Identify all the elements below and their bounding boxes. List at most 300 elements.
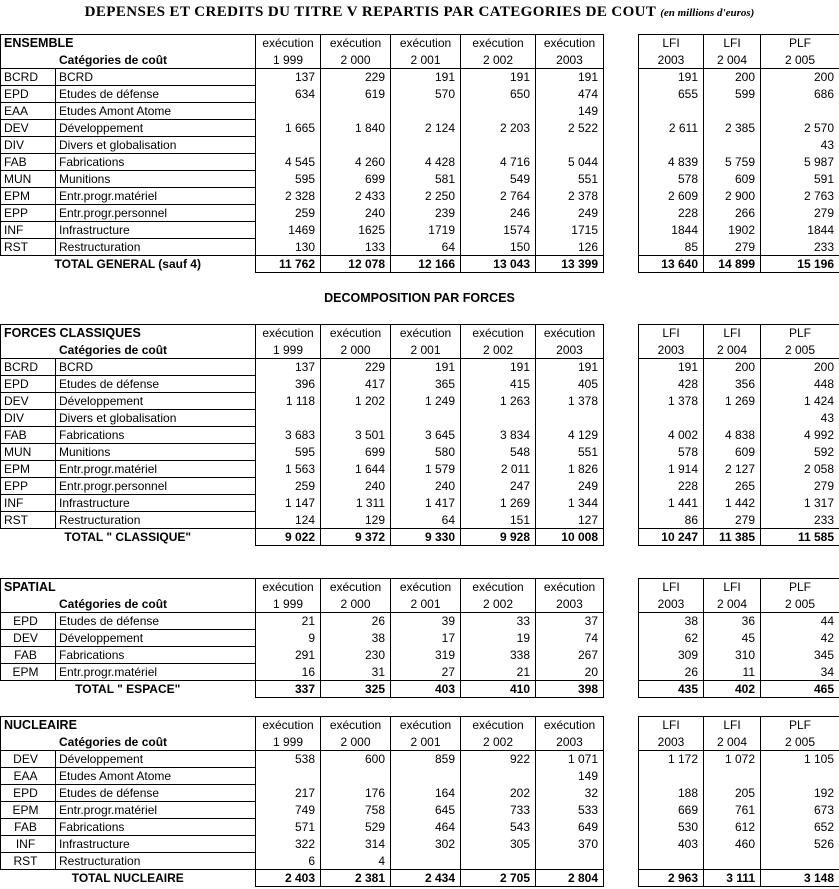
total-value-cell: 2 963 [639, 870, 704, 887]
exec-header-year: 2003 [536, 734, 604, 751]
value-cell: 266 [704, 205, 761, 222]
value-cell: 428 [639, 376, 704, 393]
value-cell: 650 [461, 86, 536, 103]
row-category: Développement [56, 751, 256, 768]
spacer-column [604, 579, 639, 596]
value-cell [391, 853, 461, 870]
total-value-cell: 13 043 [461, 256, 536, 273]
value-cell: 4 545 [256, 154, 321, 171]
section-title: NUCLEAIRE [4, 718, 77, 732]
budget-header-year: 2 005 [761, 734, 839, 751]
budget-header-label: PLF [761, 325, 839, 342]
exec-header-year: 2 002 [461, 734, 536, 751]
spacer-column [604, 596, 639, 613]
value-cell: 2 328 [256, 188, 321, 205]
total-value-cell: 15 196 [761, 256, 839, 273]
total-value-cell: 11 385 [704, 529, 761, 546]
exec-header-year: 2 000 [321, 52, 391, 69]
value-cell [461, 137, 536, 154]
total-value-cell: 410 [461, 681, 536, 698]
value-cell: 265 [704, 478, 761, 495]
value-cell: 592 [761, 444, 839, 461]
total-label: TOTAL NUCLEAIRE [71, 871, 184, 886]
value-cell: 655 [639, 86, 704, 103]
value-cell: 4 129 [536, 427, 604, 444]
row-code: EPM [1, 461, 56, 478]
gap-cell [604, 870, 639, 887]
row-category: Etudes de défense [56, 86, 256, 103]
value-cell: 200 [704, 69, 761, 86]
budget-header-label: PLF [761, 717, 839, 734]
value-cell: 191 [461, 359, 536, 376]
value-cell: 4 428 [391, 154, 461, 171]
row-code: EPD [1, 613, 56, 630]
value-cell: 279 [704, 512, 761, 529]
value-cell: 191 [461, 69, 536, 86]
row-category: Fabrications [56, 427, 256, 444]
row-category: Divers et globalisation [56, 137, 256, 154]
row-category: Divers et globalisation [56, 410, 256, 427]
table-row [1, 376, 839, 393]
row-code: DEV [1, 751, 56, 768]
exec-header-year: 2 002 [461, 342, 536, 359]
value-cell: 1 263 [461, 393, 536, 410]
budget-header-year: 2 004 [704, 342, 761, 359]
value-cell: 5 987 [761, 154, 839, 171]
total-row [1, 870, 839, 887]
value-cell: 5 044 [536, 154, 604, 171]
exec-header-label: exécution [256, 579, 321, 596]
value-cell: 733 [461, 802, 536, 819]
row-category: Etudes de défense [56, 613, 256, 630]
value-cell: 188 [639, 785, 704, 802]
total-value-cell: 337 [256, 681, 321, 698]
value-cell: 417 [321, 376, 391, 393]
value-cell: 26 [321, 613, 391, 630]
row-code: RST [1, 853, 56, 870]
value-cell: 129 [321, 512, 391, 529]
value-cell [704, 410, 761, 427]
gap-cell [604, 120, 639, 137]
row-code: MUN [1, 444, 56, 461]
row-code: RST [1, 512, 56, 529]
row-category: Entr.progr.matériel [56, 802, 256, 819]
total-label: TOTAL GENERAL (sauf 4) [54, 257, 201, 272]
total-value-cell: 2 705 [461, 870, 536, 887]
value-cell: 2 250 [391, 188, 461, 205]
value-cell: 32 [536, 785, 604, 802]
gap-cell [604, 802, 639, 819]
exec-header-year: 1 999 [256, 52, 321, 69]
value-cell: 200 [761, 69, 839, 86]
exec-header-year: 2003 [536, 342, 604, 359]
section-header-box [1, 717, 256, 751]
value-cell: 191 [536, 359, 604, 376]
value-cell: 38 [321, 630, 391, 647]
value-cell: 3 683 [256, 427, 321, 444]
row-category: Fabrications [56, 647, 256, 664]
value-cell [461, 103, 536, 120]
exec-header-year: 2 000 [321, 734, 391, 751]
total-value-cell: 465 [761, 681, 839, 698]
exec-header-year: 2 000 [321, 596, 391, 613]
row-category: Entr.progr.matériel [56, 664, 256, 681]
budget-header-label: LFI [639, 325, 704, 342]
row-code: DEV [1, 120, 56, 137]
value-cell: 551 [536, 171, 604, 188]
row-category: Entr.progr.personnel [56, 478, 256, 495]
spacer-column [604, 52, 639, 69]
value-cell [461, 410, 536, 427]
value-cell: 37 [536, 613, 604, 630]
exec-header-label: exécution [536, 35, 604, 52]
table-row [1, 802, 839, 819]
value-cell: 191 [536, 69, 604, 86]
value-cell: 1 644 [321, 461, 391, 478]
exec-header-year: 2 001 [391, 734, 461, 751]
budget-header-label: LFI [639, 35, 704, 52]
table-row [1, 239, 839, 256]
value-cell: 246 [461, 205, 536, 222]
row-category: Restructuration [56, 853, 256, 870]
table-row [1, 188, 839, 205]
total-value-cell: 13 399 [536, 256, 604, 273]
budget-header-label: LFI [704, 579, 761, 596]
table-row [1, 444, 839, 461]
budget-header-label: LFI [639, 717, 704, 734]
value-cell: 609 [704, 171, 761, 188]
table-row [1, 630, 839, 647]
page-title-unit: (en millions d'euros) [660, 7, 755, 19]
total-value-cell: 13 640 [639, 256, 704, 273]
row-category: Entr.progr.matériel [56, 188, 256, 205]
exec-header-year: 1 999 [256, 596, 321, 613]
value-cell: 1 071 [536, 751, 604, 768]
total-value-cell: 403 [391, 681, 461, 698]
exec-header-year: 2 002 [461, 596, 536, 613]
category-column-header: Catégories de coût [59, 735, 168, 749]
value-cell: 302 [391, 836, 461, 853]
value-cell: 205 [704, 785, 761, 802]
value-cell: 474 [536, 86, 604, 103]
value-cell: 1 378 [639, 393, 704, 410]
total-value-cell: 325 [321, 681, 391, 698]
gap-cell [604, 137, 639, 154]
row-code: INF [1, 495, 56, 512]
value-cell: 2 011 [461, 461, 536, 478]
value-cell: 1 118 [256, 393, 321, 410]
value-cell: 543 [461, 819, 536, 836]
value-cell: 2 127 [704, 461, 761, 478]
gap-cell [604, 613, 639, 630]
budget-header-label: LFI [639, 579, 704, 596]
value-cell: 2 570 [761, 120, 839, 137]
value-cell: 2 900 [704, 188, 761, 205]
value-cell: 1715 [536, 222, 604, 239]
value-cell: 338 [461, 647, 536, 664]
gap-cell [604, 427, 639, 444]
value-cell: 74 [536, 630, 604, 647]
value-cell: 652 [761, 819, 839, 836]
value-cell: 228 [639, 478, 704, 495]
table-row [1, 461, 839, 478]
value-cell: 2 764 [461, 188, 536, 205]
row-category: Infrastructure [56, 836, 256, 853]
gap-cell [604, 256, 639, 273]
exec-header-year: 2 001 [391, 596, 461, 613]
value-cell: 1844 [639, 222, 704, 239]
exec-header-label: exécution [461, 579, 536, 596]
budget-header-year: 2 005 [761, 52, 839, 69]
total-value-cell: 10 247 [639, 529, 704, 546]
value-cell: 27 [391, 664, 461, 681]
gap-cell [604, 239, 639, 256]
table-row [1, 664, 839, 681]
exec-header-year: 2003 [536, 596, 604, 613]
gap-cell [604, 785, 639, 802]
row-code: EPP [1, 478, 56, 495]
value-cell: 319 [391, 647, 461, 664]
budget-header-label: PLF [761, 579, 839, 596]
gap-cell [604, 751, 639, 768]
value-cell [391, 410, 461, 427]
table-body [1, 613, 839, 698]
value-cell [321, 768, 391, 785]
row-category: Entr.progr.matériel [56, 461, 256, 478]
value-cell: 1 249 [391, 393, 461, 410]
exec-header-year: 2 002 [461, 52, 536, 69]
value-cell: 1844 [761, 222, 839, 239]
budget-header-year: 2 004 [704, 734, 761, 751]
value-cell: 345 [761, 647, 839, 664]
value-cell: 758 [321, 802, 391, 819]
value-cell: 1 579 [391, 461, 461, 478]
value-cell: 322 [256, 836, 321, 853]
exec-header-label: exécution [391, 35, 461, 52]
total-value-cell: 3 111 [704, 870, 761, 887]
gap-cell [604, 512, 639, 529]
value-cell: 1 202 [321, 393, 391, 410]
total-value-cell: 2 381 [321, 870, 391, 887]
value-cell: 240 [321, 205, 391, 222]
value-cell: 259 [256, 205, 321, 222]
value-cell: 4 260 [321, 154, 391, 171]
exec-header-year: 2 000 [321, 342, 391, 359]
value-cell: 2 203 [461, 120, 536, 137]
value-cell: 191 [639, 69, 704, 86]
section-ensemble [0, 34, 839, 273]
value-cell [704, 853, 761, 870]
value-cell: 86 [639, 512, 704, 529]
header-row-labels [1, 325, 839, 342]
value-cell: 43 [761, 410, 839, 427]
total-value-cell: 9 928 [461, 529, 536, 546]
spacer-column [604, 717, 639, 734]
section-title: SPATIAL [4, 580, 56, 594]
row-code: BCRD [1, 69, 56, 86]
value-cell: 570 [391, 86, 461, 103]
value-cell: 538 [256, 751, 321, 768]
value-cell: 1 317 [761, 495, 839, 512]
value-cell: 192 [761, 785, 839, 802]
table-row [1, 393, 839, 410]
exec-header-label: exécution [461, 717, 536, 734]
exec-header-label: exécution [321, 579, 391, 596]
value-cell: 309 [639, 647, 704, 664]
total-value-cell: 398 [536, 681, 604, 698]
value-cell: 130 [256, 239, 321, 256]
value-cell: 1 424 [761, 393, 839, 410]
total-value-cell: 9 022 [256, 529, 321, 546]
value-cell [461, 853, 536, 870]
header-row-labels [1, 717, 839, 734]
value-cell: 1 311 [321, 495, 391, 512]
total-row [1, 256, 839, 273]
value-cell: 239 [391, 205, 461, 222]
value-cell: 578 [639, 444, 704, 461]
row-code: DIV [1, 137, 56, 154]
gap-cell [604, 461, 639, 478]
total-row [1, 681, 839, 698]
row-code: EPM [1, 802, 56, 819]
exec-header-label: exécution [391, 717, 461, 734]
value-cell [761, 768, 839, 785]
spacer-column [604, 35, 639, 52]
row-code: MUN [1, 171, 56, 188]
row-category: Munitions [56, 171, 256, 188]
value-cell: 580 [391, 444, 461, 461]
total-value-cell: 2 804 [536, 870, 604, 887]
gap-cell [604, 154, 639, 171]
value-cell: 249 [536, 478, 604, 495]
value-cell: 1574 [461, 222, 536, 239]
value-cell: 26 [639, 664, 704, 681]
value-cell: 202 [461, 785, 536, 802]
category-column-header: Catégories de coût [59, 53, 168, 67]
value-cell: 529 [321, 819, 391, 836]
value-cell: 149 [536, 768, 604, 785]
value-cell [321, 410, 391, 427]
value-cell: 581 [391, 171, 461, 188]
value-cell: 403 [639, 836, 704, 853]
table-row [1, 359, 839, 376]
section-title: ENSEMBLE [4, 36, 74, 50]
row-code: EPD [1, 376, 56, 393]
gap-cell [604, 478, 639, 495]
value-cell [639, 410, 704, 427]
total-value-cell: 3 148 [761, 870, 839, 887]
total-value-cell: 2 434 [391, 870, 461, 887]
header-row-labels [1, 579, 839, 596]
value-cell: 279 [704, 239, 761, 256]
budget-header-year: 2 004 [704, 52, 761, 69]
gap-cell [604, 410, 639, 427]
row-code: EPM [1, 188, 56, 205]
row-category: Munitions [56, 444, 256, 461]
value-cell: 16 [256, 664, 321, 681]
value-cell: 42 [761, 630, 839, 647]
budget-header-label: LFI [704, 717, 761, 734]
value-cell: 1 441 [639, 495, 704, 512]
value-cell: 64 [391, 512, 461, 529]
exec-header-year: 2 001 [391, 342, 461, 359]
value-cell: 595 [256, 444, 321, 461]
table-body [1, 751, 839, 887]
value-cell: 4 838 [704, 427, 761, 444]
row-code: BCRD [1, 359, 56, 376]
value-cell: 133 [321, 239, 391, 256]
section-forces-classiques [0, 324, 839, 546]
budget-header-year: 2003 [639, 52, 704, 69]
row-category: Développement [56, 393, 256, 410]
total-value-cell: 10 008 [536, 529, 604, 546]
section-header-box [1, 35, 256, 69]
value-cell: 4 [321, 853, 391, 870]
value-cell: 600 [321, 751, 391, 768]
value-cell: 578 [639, 171, 704, 188]
page-title [0, 0, 839, 21]
section-nucleaire [0, 716, 839, 887]
row-code: FAB [1, 819, 56, 836]
gap-cell [604, 495, 639, 512]
value-cell: 127 [536, 512, 604, 529]
row-category: Etudes Amont Atome [56, 103, 256, 120]
value-cell: 2 058 [761, 461, 839, 478]
header-row-labels [1, 35, 839, 52]
value-cell: 137 [256, 359, 321, 376]
value-cell [761, 853, 839, 870]
total-label: TOTAL " CLASSIQUE" [64, 530, 192, 545]
value-cell: 314 [321, 836, 391, 853]
budget-header-label: LFI [704, 35, 761, 52]
spacer-column [604, 325, 639, 342]
value-cell [639, 853, 704, 870]
value-cell: 1 914 [639, 461, 704, 478]
value-cell: 1 442 [704, 495, 761, 512]
row-code: EPD [1, 86, 56, 103]
row-code: INF [1, 836, 56, 853]
exec-header-label: exécution [391, 325, 461, 342]
value-cell: 150 [461, 239, 536, 256]
table-row [1, 137, 839, 154]
cost-table [0, 716, 839, 887]
value-cell: 1 269 [461, 495, 536, 512]
exec-header-label: exécution [461, 35, 536, 52]
value-cell: 1 563 [256, 461, 321, 478]
value-cell: 64 [391, 239, 461, 256]
value-cell [704, 768, 761, 785]
value-cell: 1902 [704, 222, 761, 239]
table-row [1, 103, 839, 120]
value-cell: 669 [639, 802, 704, 819]
value-cell: 591 [761, 171, 839, 188]
row-code: EAA [1, 768, 56, 785]
value-cell: 200 [704, 359, 761, 376]
value-cell: 649 [536, 819, 604, 836]
value-cell: 240 [321, 478, 391, 495]
budget-header-year: 2 005 [761, 596, 839, 613]
table-row [1, 478, 839, 495]
row-code: FAB [1, 427, 56, 444]
total-value-cell: 9 372 [321, 529, 391, 546]
gap-cell [604, 853, 639, 870]
row-category: BCRD [56, 359, 256, 376]
exec-header-label: exécution [391, 579, 461, 596]
value-cell: 279 [761, 205, 839, 222]
cost-table [0, 34, 839, 273]
category-column-header: Catégories de coût [59, 343, 168, 357]
value-cell: 149 [536, 103, 604, 120]
